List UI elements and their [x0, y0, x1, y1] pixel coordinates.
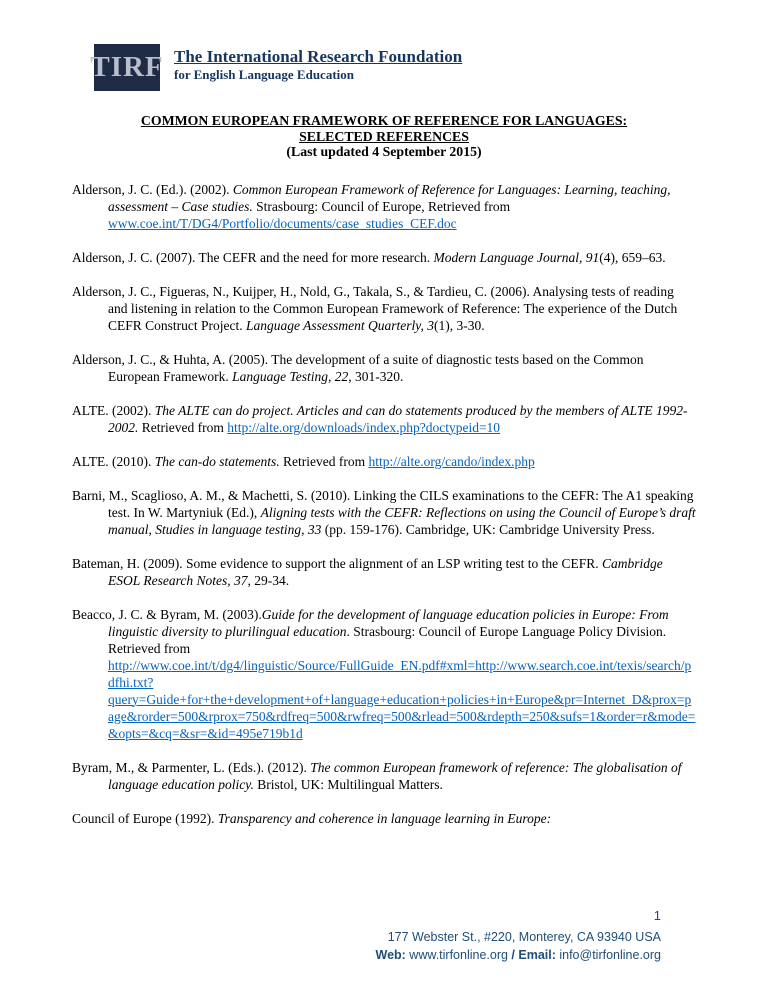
- reference-text: ALTE. (2010).: [72, 453, 155, 469]
- document-footer: [72, 907, 696, 994]
- footer-web-label: Web:: [375, 948, 410, 962]
- reference-text: Alderson, J. C. (Ed.). (2002).: [72, 181, 233, 197]
- reference-text: . Strasbourg: Council of Europe Language Policy Division. Retrieved from: [108, 623, 667, 656]
- reference-text: Retrieved from: [282, 453, 369, 469]
- reference-entry: [72, 606, 696, 742]
- reference-text: Guide for the development of language education policies in Europe: From linguistic diversity to plurilingual education: [108, 606, 669, 639]
- title-line-3: (Last updated 4 September 2015): [286, 144, 482, 159]
- reference-text: , 29-34.: [247, 572, 290, 588]
- reference-text: The ALTE can do project. Articles and can do statements produced by the members of ALTE 1992-2002.: [108, 402, 688, 435]
- footer-address: 177 Webster St., #220, Monterey, CA 93940 USA: [387, 930, 661, 944]
- footer-contact: [72, 946, 661, 964]
- org-name: The International Research Foundation: [174, 47, 463, 66]
- reference-text: Byram, M., & Parmenter, L. (Eds.). (2012).: [72, 759, 311, 775]
- reference-text: The common European framework of reference: The globalisation of language education policy.: [108, 759, 682, 792]
- reference-text: Retrieved from: [141, 419, 228, 435]
- reference-link[interactable]: http://alte.org/downloads/index.php?doctypeid=10: [227, 419, 501, 435]
- reference-entry: [72, 351, 696, 385]
- title-line-1: COMMON EUROPEAN FRAMEWORK OF REFERENCE FOR LANGUAGES:: [140, 113, 628, 128]
- reference-text: Alderson, J. C., & Huhta, A. (2005). The development of a suite of diagnostic tests based on the Common European Framework.: [72, 351, 644, 384]
- footer-email-address: info@tirfonline.org: [559, 948, 661, 962]
- reference-text: Bateman, H. (2009). Some evidence to support the alignment of an LSP writing test to the CEFR.: [72, 555, 603, 571]
- reference-text: Transparency and coherence in language learning in Europe:: [217, 810, 552, 826]
- document-header: [90, 44, 696, 91]
- reference-text: Aligning tests with the CEFR: Reflections on using the Council of Europe’s draft manual, Studies in language testing, 33: [108, 504, 696, 537]
- footer-email-label: / Email:: [511, 948, 560, 962]
- footer-web-url: www.tirfonline.org: [409, 948, 512, 962]
- reference-text: ALTE. (2002).: [72, 402, 155, 418]
- reference-text: Barni, M., Scaglioso, A. M., & Machetti, S. (2010). Linking the CILS examinations to the CEFR: The A1 speaking test. In W. Martyniuk (Ed.),: [72, 487, 694, 520]
- reference-text: Alderson, J. C., Figueras, N., Kuijper, H., Nold, G., Takala, S., & Tardieu, C. (2006). Analysing tests of reading and listening in relation to the Common European Framework of Reference: The experience of the Dutch CEFR Construct Project.: [72, 283, 678, 333]
- reference-text: Common European Framework of Reference for Languages: Learning, teaching, assessment – Case studies.: [108, 181, 671, 214]
- reference-link[interactable]: www.coe.int/T/DG4/Portfolio/documents/case_studies_CEF.doc: [108, 215, 457, 231]
- reference-text: Beacco, J. C. & Byram, M. (2003).: [72, 606, 262, 622]
- reference-text: , 301-320.: [348, 368, 404, 384]
- reference-link[interactable]: http://www.coe.int/t/dg4/linguistic/Source/FullGuide_EN.pdf#xml=http://www.search.coe.int/texis/search/pdfhi.txt?query=Guide+for+the+development+of+language+education+policies+in+Europe&pr=Internet_D&prox=page&rorder=500&rprox=750&rdfreq=500&rwfreq=500&rlead=500&rdepth=250&sufs=1&order=r&mode=&opts=&cq=&sr=&id=495e719b1d: [108, 657, 696, 741]
- org-title-block: [174, 44, 462, 84]
- reference-entry: [72, 249, 696, 266]
- reference-entry: [72, 759, 696, 793]
- reference-text: Strasbourg: Council of Europe, Retrieved from: [256, 198, 511, 214]
- tirf-logo: [90, 44, 164, 91]
- reference-entry: [72, 453, 696, 470]
- page-number: 1: [653, 908, 661, 923]
- reference-link[interactable]: http://alte.org/cando/index.php: [368, 453, 535, 469]
- reference-text: (pp. 159-176). Cambridge, UK: Cambridge University Press.: [324, 521, 655, 537]
- reference-entry: [72, 402, 696, 436]
- reference-text: Cambridge ESOL Research Notes, 37: [108, 555, 663, 588]
- reference-entry: [72, 555, 696, 589]
- reference-text: Alderson, J. C. (2007). The CEFR and the need for more research.: [72, 249, 434, 265]
- reference-text: Modern Language Journal, 91: [433, 249, 600, 265]
- org-subtitle: for English Language Education: [174, 67, 355, 83]
- title-line-2: SELECTED REFERENCES: [299, 128, 469, 144]
- reference-text: (1), 3-30.: [434, 317, 485, 333]
- document-title: [72, 113, 696, 160]
- reference-text: Bristol, UK: Multilingual Matters.: [257, 776, 443, 792]
- reference-text: Language Testing, 22: [232, 368, 349, 384]
- reference-text: Council of Europe (1992).: [72, 810, 218, 826]
- reference-text: Language Assessment Quarterly, 3: [246, 317, 434, 333]
- tirf-logo-text: TIRF: [90, 51, 164, 83]
- reference-entry: [72, 181, 696, 232]
- reference-entry: [72, 810, 696, 827]
- reference-text: (4), 659–63.: [599, 249, 666, 265]
- reference-entry: [72, 283, 696, 334]
- reference-entry: [72, 487, 696, 538]
- reference-text: The can-do statements.: [154, 453, 283, 469]
- references-list: [72, 181, 696, 844]
